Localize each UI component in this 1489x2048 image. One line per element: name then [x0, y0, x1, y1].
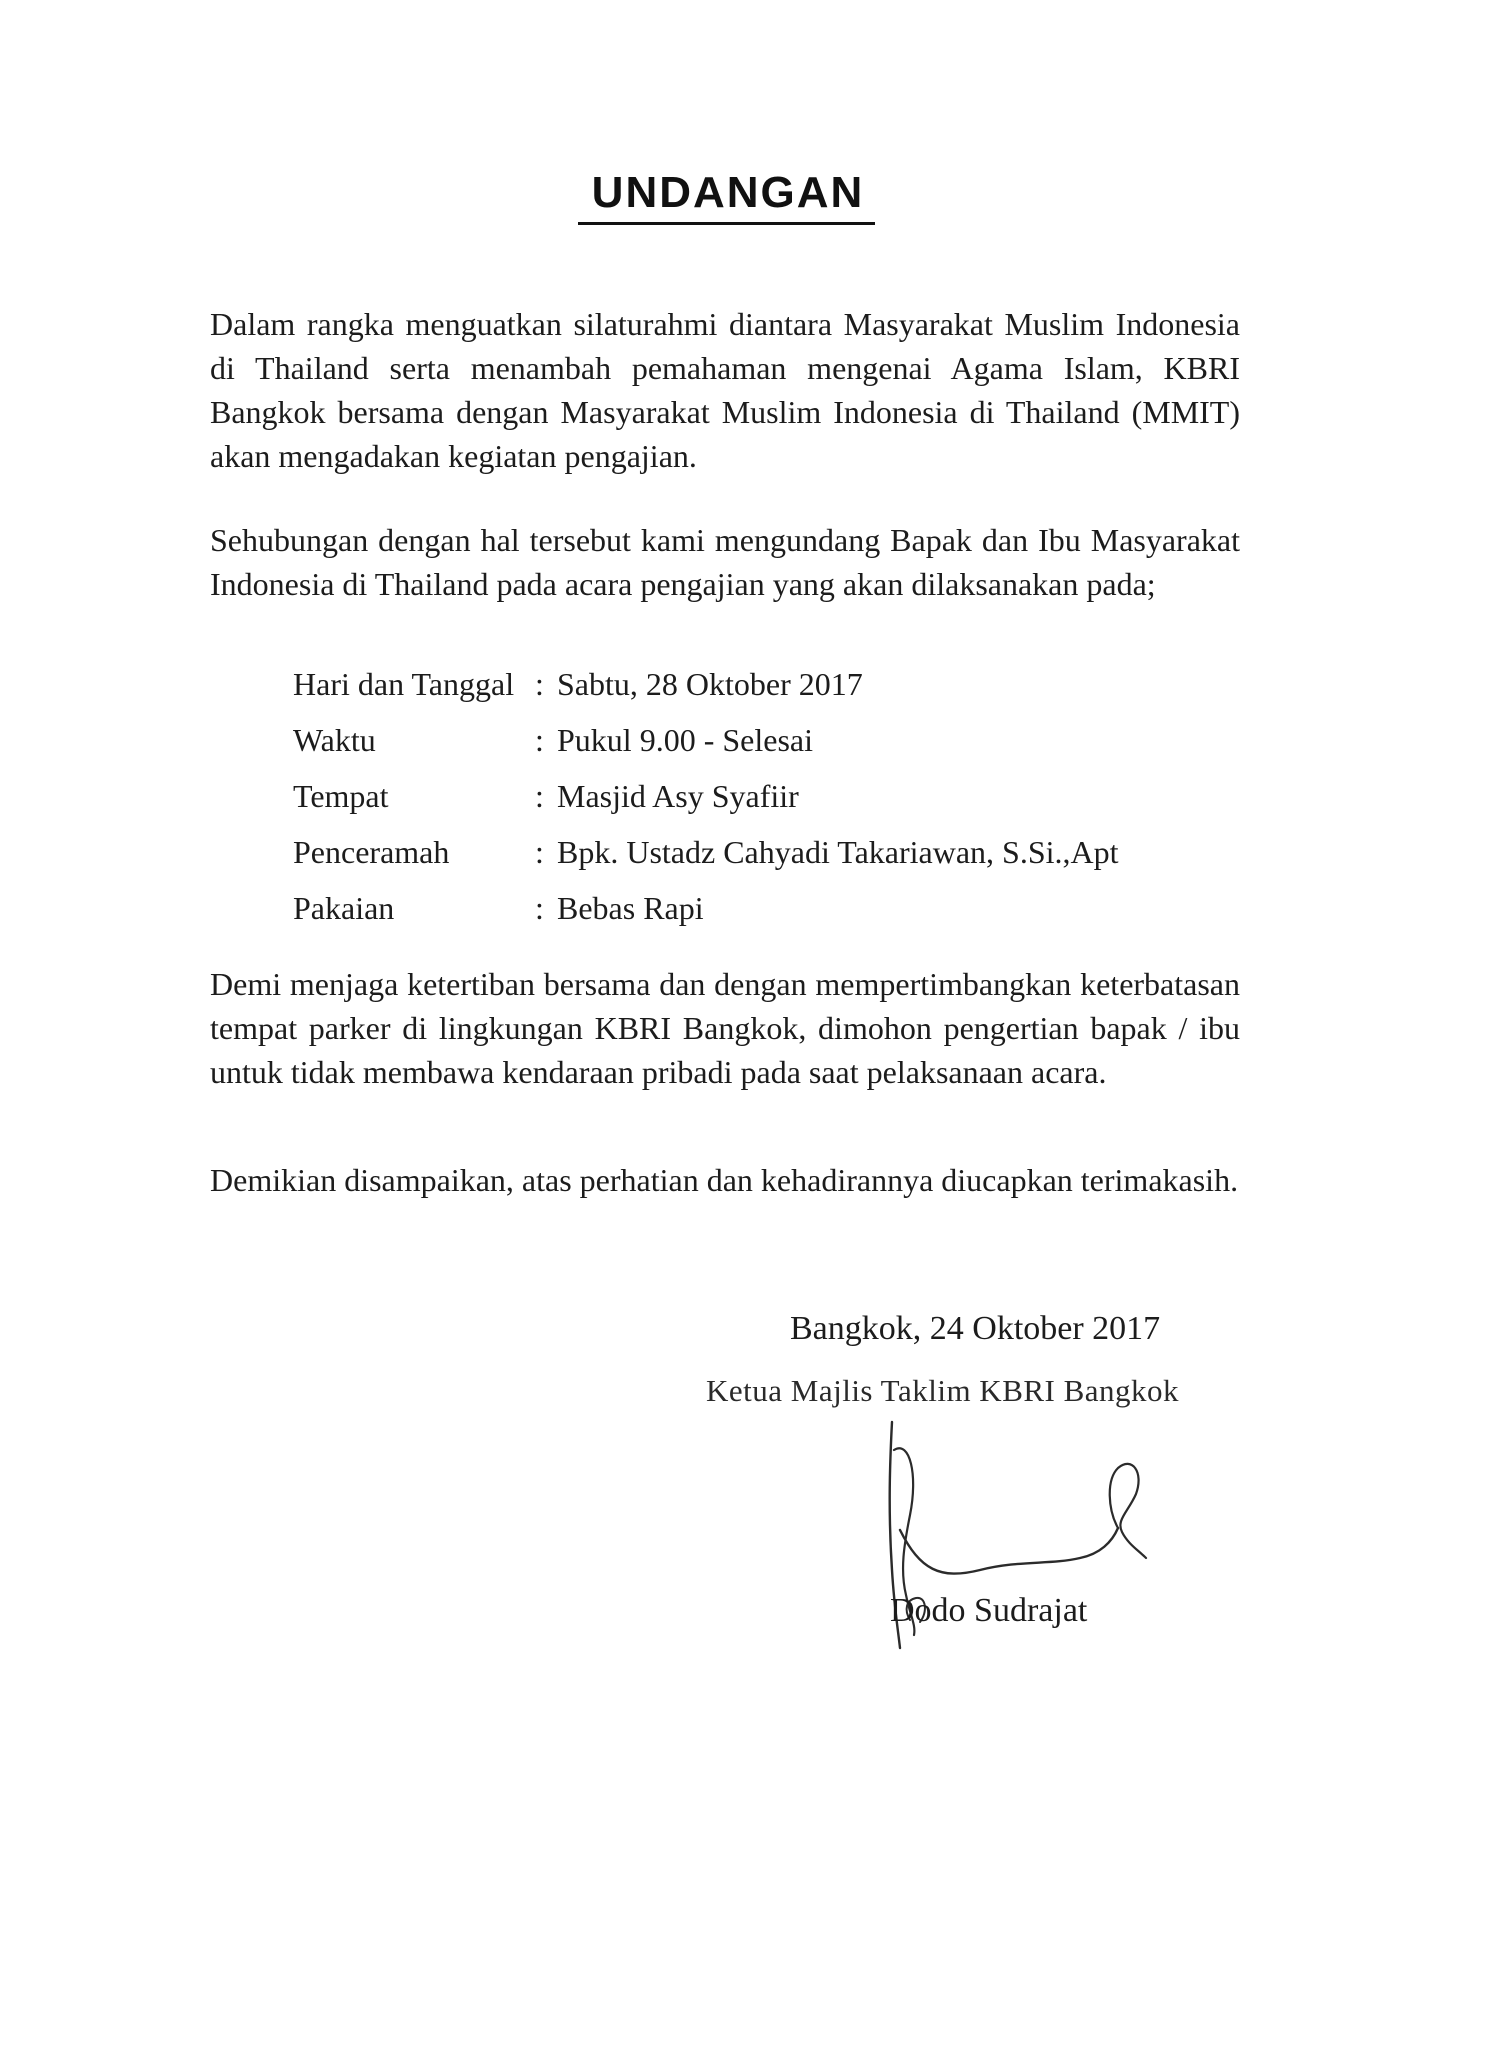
signature-role: Ketua Majlis Taklim KBRI Bangkok — [706, 1373, 1180, 1408]
detail-label: Pakaian — [293, 889, 395, 926]
detail-label: Tempat — [293, 777, 389, 814]
detail-label: Hari dan Tanggal — [293, 665, 515, 702]
detail-separator: : — [535, 721, 544, 758]
detail-value: Bebas Rapi — [557, 889, 704, 926]
detail-value: Pukul 9.00 - Selesai — [557, 721, 813, 758]
detail-row-time — [293, 712, 1119, 768]
detail-separator: : — [535, 777, 544, 814]
paragraph-parking-notice: Demi menjaga ketertiban bersama dan dengan mempertimbangkan keterbatasan tempat parker di lingkungan KBRI Bangkok, dimohon pengertian bapak / ibu untuk tidak membawa kendaraan pribadi pada saat pelaksanaan acara. — [210, 966, 1240, 1090]
detail-label: Waktu — [293, 721, 376, 758]
detail-row-place — [293, 768, 1119, 824]
detail-value: Bpk. Ustadz Cahyadi Takariawan, S.Si.,Apt — [557, 833, 1119, 870]
signatory-name: Dodo Sudrajat — [890, 1592, 1088, 1629]
paragraph-invitation: Sehubungan dengan hal tersebut kami mengundang Bapak dan Ibu Masyarakat Indonesia di Thailand pada acara pengajian yang akan dilaksanakan pada; — [210, 522, 1240, 602]
detail-separator: : — [535, 833, 544, 870]
detail-separator: : — [535, 889, 544, 926]
title-underline — [578, 222, 875, 225]
detail-row-date — [293, 656, 1119, 712]
signature-place-date: Bangkok, 24 Oktober 2017 — [790, 1310, 1161, 1347]
event-details — [293, 656, 1119, 936]
detail-value: Sabtu, 28 Oktober 2017 — [557, 665, 863, 702]
detail-row-dress — [293, 880, 1119, 936]
letter-title: UNDANGAN — [591, 168, 865, 217]
paragraph-closing: Demikian disampaikan, atas perhatian dan kehadirannya diucapkan terimakasih. — [210, 1162, 1239, 1198]
detail-row-speaker — [293, 824, 1119, 880]
detail-separator: : — [535, 665, 544, 702]
paragraph-intro: Dalam rangka menguatkan silaturahmi diantara Masyarakat Muslim Indonesia di Thailand serta menambah pemahaman mengenai Agama Islam, KBRI Bangkok bersama dengan Masyarakat Muslim Indonesia di Thailand (MMIT) akan mengadakan kegiatan pengajian. — [210, 306, 1240, 474]
detail-label: Penceramah — [293, 833, 450, 870]
detail-value: Masjid Asy Syafiir — [557, 777, 799, 814]
